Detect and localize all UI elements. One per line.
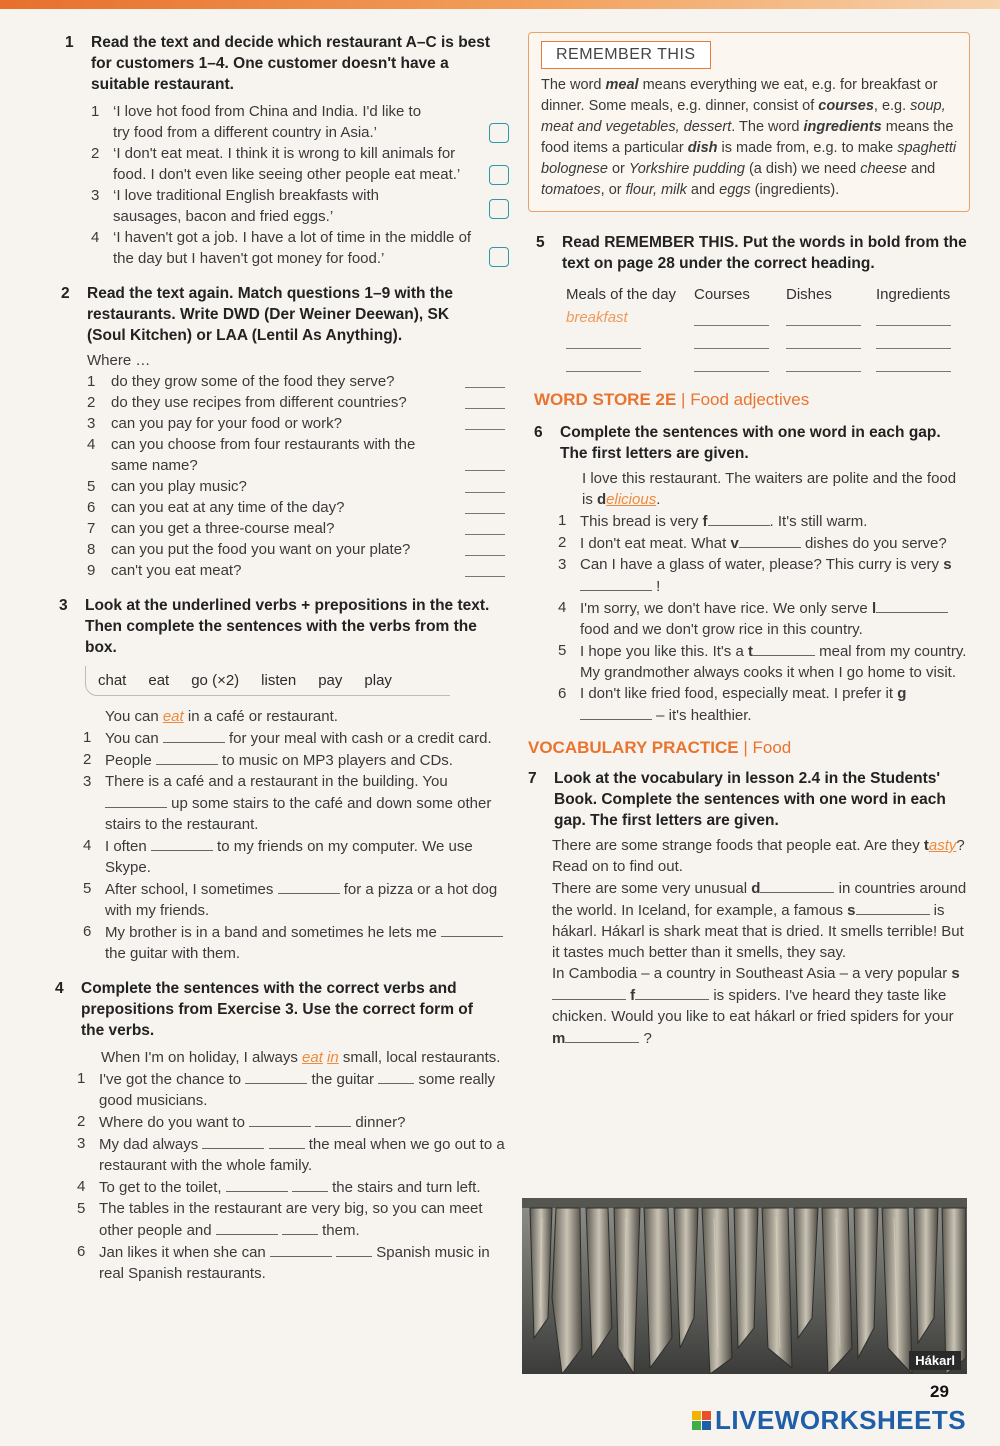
text-run: , or [600, 182, 626, 198]
item-number: 9 [87, 562, 96, 579]
answer-gap[interactable] [708, 510, 770, 526]
text-run: in countries around the world. In Iceland, for example, a famous [552, 880, 967, 919]
item-number: 6 [558, 685, 567, 702]
list-item [558, 510, 970, 532]
item-text: some really good musicians. [99, 1071, 496, 1109]
list-item [87, 560, 505, 581]
item-number: 5 [83, 880, 92, 897]
answer-checkbox[interactable] [489, 199, 509, 219]
text-run: is hákarl. Hákarl is shark meat that is dried. It smells terrible! But it tastes much better than it smells, they say. [552, 902, 964, 961]
bold-term: dish [687, 140, 718, 156]
first-letter: s [951, 965, 960, 982]
text-run: ? Read on to find out. [552, 837, 965, 875]
item-text: After school, I sometimes [105, 881, 278, 898]
item-text: I'm sorry, we don't have rice. We only serve [580, 600, 872, 617]
item-number: 2 [558, 534, 567, 551]
example-text: You can [105, 708, 163, 725]
list-item [91, 227, 509, 269]
answer-gap[interactable] [216, 1219, 278, 1235]
item-number: 6 [83, 923, 92, 940]
list-item [91, 143, 509, 185]
item-text: up some stairs to the café and down some other stairs to the restaurant. [105, 795, 492, 833]
item-text: – it's healthier. [652, 707, 752, 724]
item-number: 2 [83, 751, 92, 768]
answer-checkbox[interactable] [489, 165, 509, 185]
item-text: Where do you want to [99, 1114, 250, 1131]
page-number: 29 [930, 1382, 949, 1401]
item-number: 2 [77, 1113, 86, 1130]
text-run: and [906, 161, 936, 177]
ex4-instruction [55, 978, 510, 1041]
brand-name: LIVEWORKSHEETS [715, 1405, 967, 1435]
item-text: I often [105, 838, 151, 855]
text-run: There are some very unusual [552, 880, 752, 897]
list-item [87, 371, 505, 392]
item-number: 2 [91, 145, 100, 162]
example-answer: breakfast [566, 309, 628, 326]
example-text: in a café or restaurant. [183, 708, 338, 725]
answer-gap[interactable] [270, 1241, 332, 1257]
answer-gap[interactable] [249, 1111, 311, 1127]
item-text: dinner? [351, 1114, 406, 1131]
list-item [558, 532, 970, 554]
answer-line[interactable] [694, 309, 769, 326]
answer-gap[interactable] [292, 1176, 328, 1192]
ex2-lead: Where … [87, 352, 151, 369]
item-text: them. [317, 1222, 360, 1239]
item-number: 6 [87, 499, 96, 516]
list-item [558, 683, 970, 726]
ex6-number: 6 [534, 424, 543, 441]
list-item [77, 1111, 509, 1133]
answer-gap[interactable] [315, 1111, 351, 1127]
item-text: the guitar [307, 1071, 379, 1088]
first-letter: f [630, 987, 636, 1004]
answer-gap[interactable] [753, 640, 815, 656]
answer-gap[interactable] [156, 749, 218, 765]
answer-gap[interactable] [441, 921, 503, 937]
bold-term: ingredients [803, 119, 882, 135]
text-run: In Cambodia – a country in Southeast Asia – a very popular [552, 965, 952, 982]
left-column [55, 32, 510, 1284]
item-text: Jan likes it when she can [99, 1244, 270, 1261]
list-item [83, 771, 509, 835]
answer-gap[interactable] [245, 1068, 307, 1084]
answer-line[interactable] [465, 476, 505, 493]
example-text: . [656, 491, 661, 508]
text-run: means everything we eat, e.g. for breakfast or dinner. Some meals, e.g. dinner, consist of [541, 77, 938, 114]
answer-gap[interactable] [226, 1176, 288, 1192]
list-item [83, 878, 509, 921]
bold-term: meal [605, 77, 639, 93]
answer-checkbox[interactable] [489, 123, 509, 143]
answer-gap[interactable] [151, 835, 213, 851]
item-text: I've got the chance to [99, 1071, 246, 1088]
item-text: do they use recipes from different countries? [111, 394, 407, 411]
item-number: 3 [87, 415, 96, 432]
answer-line[interactable] [786, 309, 861, 326]
item-text: ‘I love traditional English breakfasts with sausages, bacon and fried eggs.’ [113, 187, 379, 225]
ex4-number: 4 [55, 980, 64, 997]
list-item [87, 434, 505, 476]
ex2-instruction [61, 283, 510, 346]
answer-checkbox[interactable] [489, 247, 509, 267]
item-text: the stairs and turn left. [327, 1179, 481, 1196]
answer-gap[interactable] [378, 1068, 414, 1084]
item-text: for your meal with cash or a credit card. [224, 730, 492, 747]
ex3-example [83, 706, 509, 727]
ex7-paragraph [552, 835, 970, 1049]
first-letter: g [897, 685, 907, 702]
italic-term: soup, meat and vegetables, dessert [541, 98, 946, 135]
item-text: ! [652, 578, 661, 595]
item-text: to my friends on my computer. We use Skype. [105, 838, 473, 876]
first-letter: v [730, 535, 739, 552]
example-answer: eat [302, 1049, 323, 1066]
list-item [87, 392, 505, 413]
item-number: 1 [87, 373, 96, 390]
answer-gap[interactable] [552, 984, 626, 1000]
answer-line[interactable] [465, 413, 505, 430]
item-number: 1 [77, 1070, 86, 1087]
ex2-text: Read the text again. Match questions 1–9 with the restaurants. Write DWD (Der Weiner Deewan), SK (Soul Kitchen) or LAA (Lentil As Anything). [87, 285, 454, 344]
item-text: can you choose from four restaurants with the same name? [111, 436, 416, 474]
italic-term: tomatoes [541, 182, 601, 198]
item-text: I hope you like this. It's a [580, 643, 748, 660]
ex7-instruction [528, 768, 970, 831]
item-text: This bread is very [580, 513, 703, 530]
answer-gap[interactable] [163, 727, 225, 743]
item-number: 4 [91, 229, 100, 246]
list-item [83, 921, 509, 964]
item-text: To get to the toilet, [99, 1179, 226, 1196]
heading-table [566, 286, 970, 372]
answer-gap[interactable] [876, 597, 948, 613]
table-header: Courses [694, 286, 750, 303]
photo-caption: Hákarl [909, 1351, 961, 1370]
answer-line[interactable] [465, 497, 505, 514]
item-number: 5 [77, 1200, 86, 1217]
item-text: Can I have a glass of water, please? This curry is very [580, 556, 944, 573]
remember-title: REMEMBER THIS [541, 41, 711, 69]
first-letter: f [702, 513, 708, 530]
list-item [558, 554, 970, 597]
answer-line[interactable] [876, 355, 951, 372]
example-answer: asty [928, 837, 957, 854]
list-item [77, 1241, 509, 1284]
ex1-number: 1 [65, 34, 74, 51]
text-run: (ingredients). [750, 182, 840, 198]
right-column [528, 32, 970, 1049]
text-run: means the food items a particular [541, 119, 954, 156]
text-run: is made from, e.g. to make [717, 140, 898, 156]
item-text: food and we don't grow rice in this country. [580, 621, 863, 638]
table-header: Dishes [786, 286, 832, 303]
ex2-number: 2 [61, 285, 70, 302]
ex3-number: 3 [59, 597, 68, 614]
item-number: 6 [77, 1243, 86, 1260]
item-number: 3 [558, 556, 567, 573]
answer-line[interactable] [786, 355, 861, 372]
item-text: There is a café and a restaurant in the building. You [105, 773, 448, 790]
answer-gap[interactable] [739, 532, 801, 548]
list-item [77, 1176, 509, 1198]
answer-gap[interactable] [105, 792, 167, 808]
list-item [87, 497, 505, 518]
answer-gap[interactable] [580, 704, 652, 720]
answer-line[interactable] [465, 560, 505, 577]
ex7-number: 7 [528, 770, 537, 787]
ex3-text: Look at the underlined verbs + prepositions in the text. Then complete the sentences with the verbs from the box. [85, 597, 490, 656]
item-number: 1 [558, 512, 567, 529]
ex6-list [558, 468, 970, 726]
answer-line[interactable] [465, 454, 505, 471]
list-item [83, 727, 509, 749]
item-number: 4 [77, 1178, 86, 1195]
item-text: can you put the food you want on your plate? [111, 541, 411, 558]
italic-term: cheese [860, 161, 907, 177]
item-text: Spanish music in real Spanish restaurants. [99, 1244, 490, 1282]
answer-gap[interactable] [760, 877, 834, 893]
item-number: 3 [91, 187, 100, 204]
list-item [558, 640, 970, 683]
item-text: for a pizza or a hot dog with my friends. [105, 881, 498, 919]
item-text: the guitar with them. [105, 945, 241, 962]
liveworksheets-icon [692, 1411, 711, 1430]
box-word: pay [318, 672, 343, 689]
answer-line[interactable] [465, 518, 505, 535]
list-item [87, 413, 505, 434]
text-run: (a dish) we need [744, 161, 861, 177]
list-item [87, 476, 505, 497]
heading-rest: | Food [738, 738, 792, 757]
first-letter: t [923, 837, 929, 854]
ex5-text: Read REMEMBER THIS. Put the words in bold from the text on page 28 under the correct heading. [562, 234, 967, 272]
box-word: go (×2) [191, 672, 240, 689]
list-item [83, 835, 509, 878]
first-letter: t [747, 643, 753, 660]
ex1-text: Read the text and decide which restaurant A–C is best for customers 1–4. One customer doesn't have a suitable restaurant. [91, 34, 491, 93]
ex4-example [77, 1047, 509, 1068]
first-letter: d [751, 880, 761, 897]
ex6-text: Complete the sentences with one word in each gap. The first letters are given. [560, 424, 941, 462]
item-text: can you play music? [111, 478, 247, 495]
ex2-list [87, 350, 505, 581]
ex1-instruction [65, 32, 510, 95]
example-answer: eat [162, 708, 184, 725]
box-word: play [364, 672, 392, 689]
answer-line[interactable] [876, 332, 951, 349]
liveworksheets-logo[interactable] [692, 1405, 966, 1436]
item-number: 1 [83, 729, 92, 746]
hakarl-photo [522, 1198, 967, 1374]
item-text: People [105, 752, 156, 769]
word-store-heading [534, 390, 970, 410]
list-item [558, 597, 970, 640]
item-text: ‘I haven't got a job. I have a lot of time in the middle of the day but I haven't got money for food.’ [113, 229, 472, 267]
text-run: is spiders. I've heard they taste like chicken. Would you like to eat hákarl or fried spiders for your [552, 987, 954, 1025]
answer-line[interactable] [465, 371, 505, 388]
answer-gap[interactable] [269, 1133, 305, 1149]
item-text: . It's still warm. [769, 513, 868, 530]
list-item [91, 101, 509, 143]
answer-gap[interactable] [336, 1241, 372, 1257]
answer-line[interactable] [786, 332, 861, 349]
answer-gap[interactable] [635, 984, 709, 1000]
hanging-shark-meat-image [522, 1198, 967, 1374]
list-item [77, 1133, 509, 1176]
table-header: Ingredients [876, 286, 951, 303]
item-text: ‘I love hot food from China and India. I'd like to try food from a different country in Asia.’ [113, 103, 422, 141]
ex7-text: Look at the vocabulary in lesson 2.4 in the Students' Book. Complete the sentences with one word in each gap. The first letters are given. [554, 770, 946, 829]
item-text: My dad always [99, 1136, 203, 1153]
ex5-instruction [536, 232, 970, 274]
item-text: meal from my country. My grandmother always cooks it when I go home to visit. [580, 643, 967, 681]
item-number: 4 [87, 436, 96, 453]
ex1-list [91, 101, 509, 269]
item-text: dishes do you serve? [800, 535, 947, 552]
box-word: chat [98, 672, 127, 689]
ex3-list [83, 706, 509, 964]
text-run: The word [541, 77, 606, 93]
remember-text [541, 75, 957, 201]
item-text: can't you eat meat? [111, 562, 242, 579]
ex3-instruction [59, 595, 510, 658]
remember-this-box [528, 32, 970, 212]
heading-bold: VOCABULARY PRACTICE [528, 738, 739, 757]
bold-term: courses [818, 98, 874, 114]
item-text: do they grow some of the food they serve? [111, 373, 395, 390]
text-run: There are some strange foods that people eat. Are they [552, 837, 924, 854]
item-text: ‘I don't eat meat. I think it is wrong to kill animals for food. I don't even like seeing other people eat meat.’ [113, 145, 461, 183]
item-number: 4 [83, 837, 92, 854]
answer-gap[interactable] [202, 1133, 264, 1149]
list-item [87, 539, 505, 560]
ex4-list [77, 1047, 509, 1284]
text-run: and [686, 182, 720, 198]
answer-gap[interactable] [278, 878, 340, 894]
item-text: The tables in the restaurant are very big, so you can meet other people and [99, 1200, 483, 1239]
example-text: When I'm on holiday, I always [101, 1049, 303, 1066]
item-number: 5 [87, 478, 96, 495]
item-text: can you eat at any time of the day? [111, 499, 345, 516]
answer-gap[interactable] [565, 1027, 639, 1043]
list-item [77, 1068, 509, 1111]
answer-line[interactable] [465, 539, 505, 556]
ex4-text: Complete the sentences with the correct verbs and prepositions from Exercise 3. Use the correct form of the verbs. [81, 980, 473, 1039]
example-text: small, local restaurants. [338, 1049, 501, 1066]
italic-term: eggs [719, 182, 751, 198]
italic-term: Yorkshire pudding [628, 161, 745, 177]
vocabulary-practice-heading [528, 738, 970, 758]
list-item [87, 518, 505, 539]
answer-gap[interactable] [856, 899, 930, 915]
item-text: can you pay for your food or work? [111, 415, 342, 432]
word-box [85, 666, 450, 696]
ex6-example [558, 468, 970, 510]
item-number: 2 [87, 394, 96, 411]
answer-line[interactable] [566, 332, 641, 349]
item-number: 4 [558, 599, 567, 616]
first-letter: s [847, 902, 856, 919]
italic-term: flour, milk [625, 182, 687, 198]
answer-gap[interactable] [282, 1219, 318, 1235]
item-text: I don't eat meat. What [580, 535, 731, 552]
item-number: 3 [77, 1135, 86, 1152]
item-number: 1 [91, 103, 100, 120]
answer-gap[interactable] [580, 575, 652, 591]
ex6-instruction [534, 422, 970, 464]
item-text: My brother is in a band and sometimes he lets me [105, 924, 441, 941]
item-text: to music on MP3 players and CDs. [217, 752, 453, 769]
item-number: 3 [83, 773, 92, 790]
heading-bold: WORD STORE 2E [534, 390, 677, 409]
text-run: , e.g. [873, 98, 911, 114]
answer-line[interactable] [694, 332, 769, 349]
example-text: I love this restaurant. The waiters are polite and the food is [582, 470, 957, 508]
table-header: Meals of the day [566, 286, 677, 303]
item-text: You can [105, 730, 163, 747]
ex5-number: 5 [536, 234, 545, 251]
answer-line[interactable] [465, 392, 505, 409]
item-text: the meal when we go out to a restaurant with the whole family. [99, 1136, 505, 1174]
text-run: . The word [731, 119, 804, 135]
box-word: eat [148, 672, 170, 689]
item-number: 8 [87, 541, 96, 558]
example-answer: elicious [606, 491, 657, 508]
list-item [91, 185, 509, 227]
example-answer: in [327, 1049, 339, 1066]
answer-line[interactable] [566, 355, 641, 372]
top-color-strip [0, 0, 1000, 9]
item-number: 5 [558, 642, 567, 659]
heading-rest: | Food adjectives [676, 390, 810, 409]
box-word: listen [261, 672, 297, 689]
first-letter: s [943, 556, 952, 573]
item-text: can you get a three-course meal? [111, 520, 335, 537]
first-letter: l [871, 600, 877, 617]
list-item [77, 1198, 509, 1241]
answer-line[interactable] [876, 309, 951, 326]
text-run: ? [639, 1030, 652, 1047]
item-text: I don't like fried food, especially meat. I prefer it [580, 685, 898, 702]
list-item [83, 749, 509, 771]
answer-line[interactable] [694, 355, 769, 372]
text-run: or [607, 161, 629, 177]
item-number: 7 [87, 520, 96, 537]
italic-term: spaghetti bolognese [541, 140, 957, 177]
first-letter: d [597, 491, 607, 508]
first-letter: m [552, 1030, 566, 1047]
